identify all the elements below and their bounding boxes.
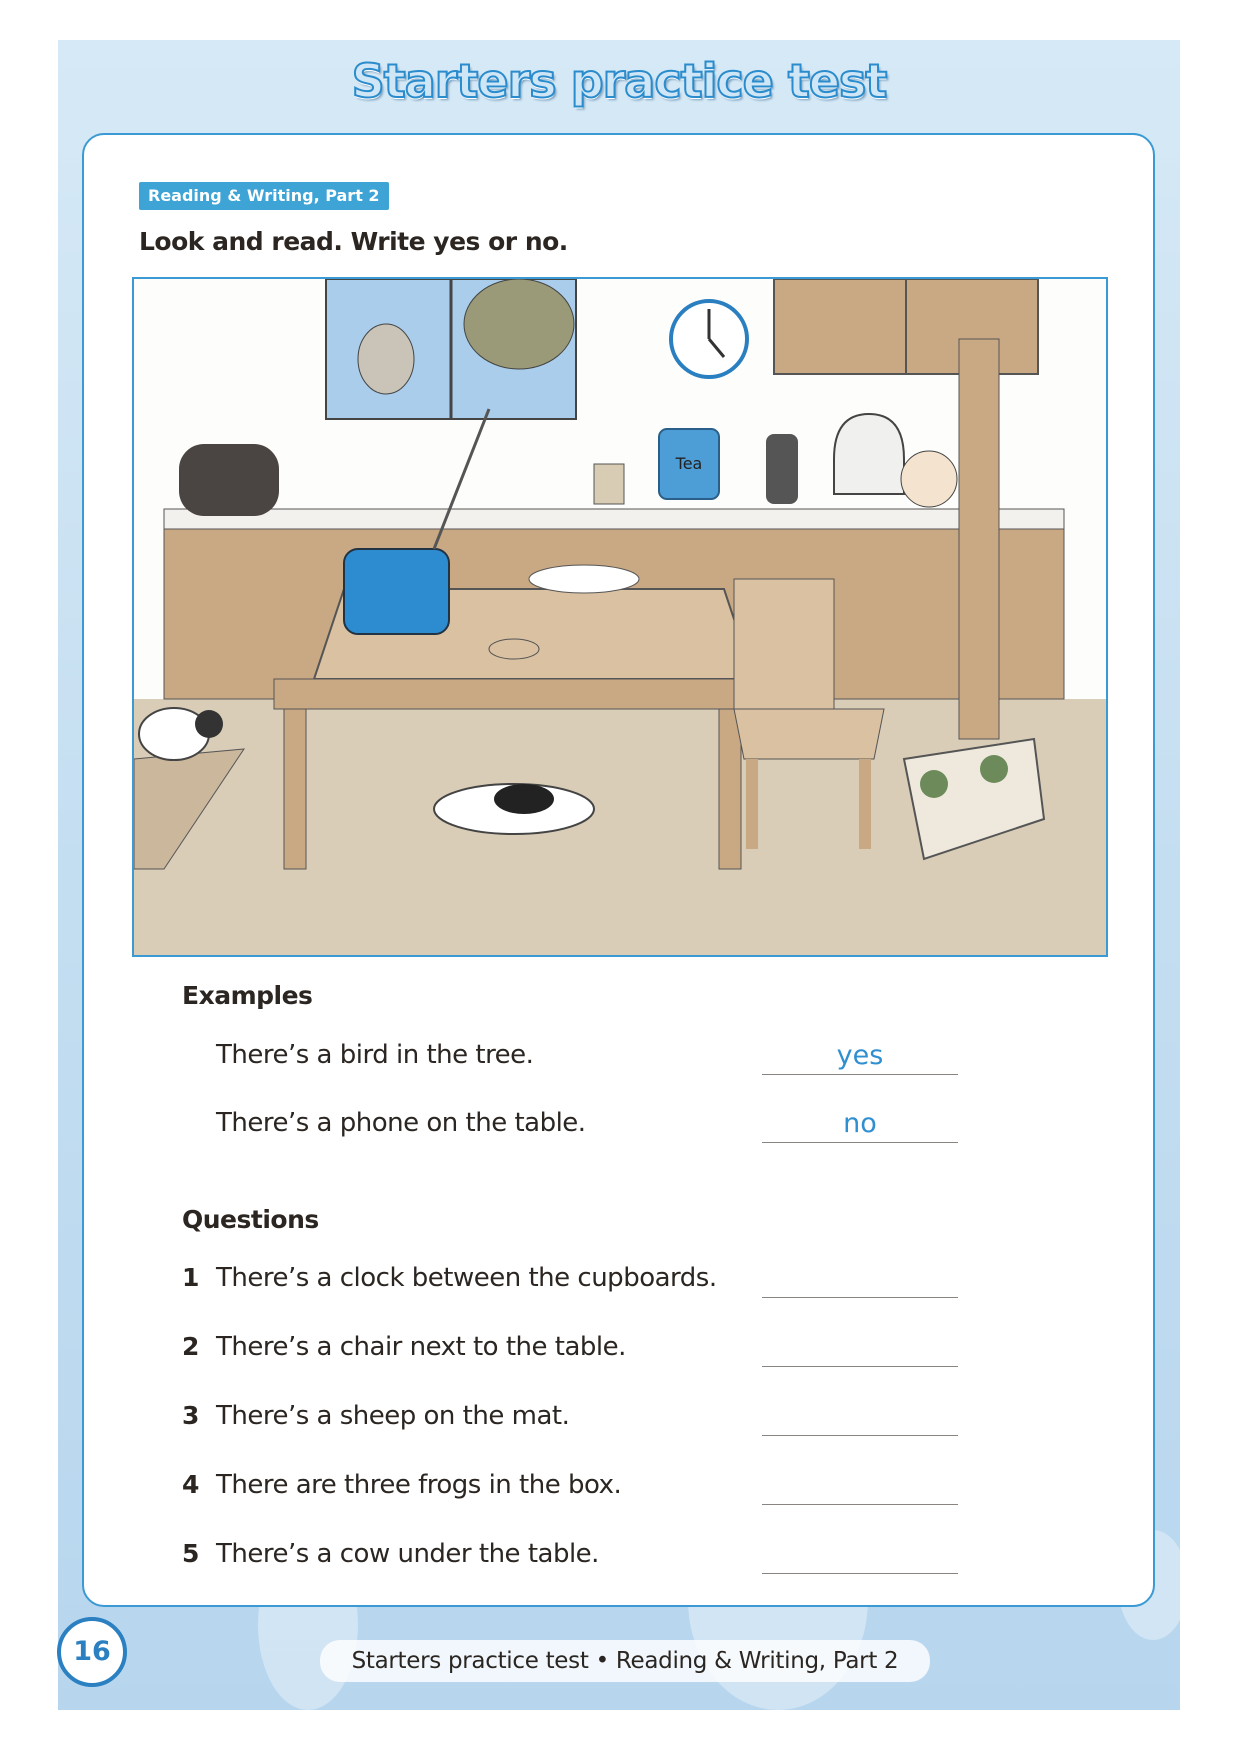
answer-line — [762, 1142, 958, 1143]
question-number: 4 — [182, 1470, 200, 1499]
phone — [766, 434, 798, 504]
answer-line[interactable] — [762, 1504, 958, 1505]
example-text: There’s a bird in the tree. — [216, 1040, 534, 1070]
instruction: Look and read. Write yes or no. — [139, 227, 568, 256]
boy — [901, 451, 957, 507]
example-row — [182, 1108, 962, 1148]
counter-top — [164, 509, 1064, 529]
example-text: There’s a phone on the table. — [216, 1108, 586, 1138]
kitchen-illustration — [132, 277, 1108, 957]
toaster — [179, 444, 279, 516]
answer-line[interactable] — [762, 1435, 958, 1436]
window — [326, 279, 576, 419]
answer-line[interactable] — [762, 1573, 958, 1574]
question-row — [182, 1401, 962, 1441]
example-answer: yes — [836, 1040, 884, 1071]
question-text: There’s a clock between the cupboards. — [216, 1263, 717, 1293]
page-title: Starters practice test — [351, 54, 887, 108]
spoon — [489, 639, 539, 659]
page-number: 16 — [57, 1617, 127, 1687]
kettle — [834, 414, 904, 494]
question-number: 1 — [182, 1263, 200, 1292]
question-text: There’s a cow under the table. — [216, 1539, 599, 1569]
clock — [671, 301, 747, 377]
plates — [529, 565, 639, 593]
question-row — [182, 1332, 962, 1372]
answer-line[interactable] — [762, 1297, 958, 1298]
cat — [358, 324, 414, 394]
example-answer: no — [843, 1108, 877, 1139]
mug — [594, 464, 624, 504]
question-text: There’s a chair next to the table. — [216, 1332, 626, 1362]
svg-text:Tea: Tea — [675, 454, 703, 473]
question-text: There are three frogs in the box. — [216, 1470, 622, 1500]
question-number: 3 — [182, 1401, 200, 1430]
questions-heading: Questions — [182, 1205, 319, 1234]
question-text: There’s a sheep on the mat. — [216, 1401, 570, 1431]
question-number: 2 — [182, 1332, 200, 1361]
tea-jar — [659, 429, 719, 499]
question-row — [182, 1263, 962, 1303]
question-row — [182, 1539, 962, 1579]
example-row — [182, 1040, 962, 1080]
answer-line[interactable] — [762, 1366, 958, 1367]
door — [959, 339, 999, 739]
footer-text: Starters practice test • Reading & Writing, Part 2 — [320, 1640, 930, 1682]
radio — [344, 549, 449, 634]
question-row — [182, 1470, 962, 1510]
section-badge: Reading & Writing, Part 2 — [139, 182, 389, 210]
tree — [464, 279, 574, 369]
question-number: 5 — [182, 1539, 200, 1568]
examples-heading: Examples — [182, 981, 313, 1010]
answer-line — [762, 1074, 958, 1075]
